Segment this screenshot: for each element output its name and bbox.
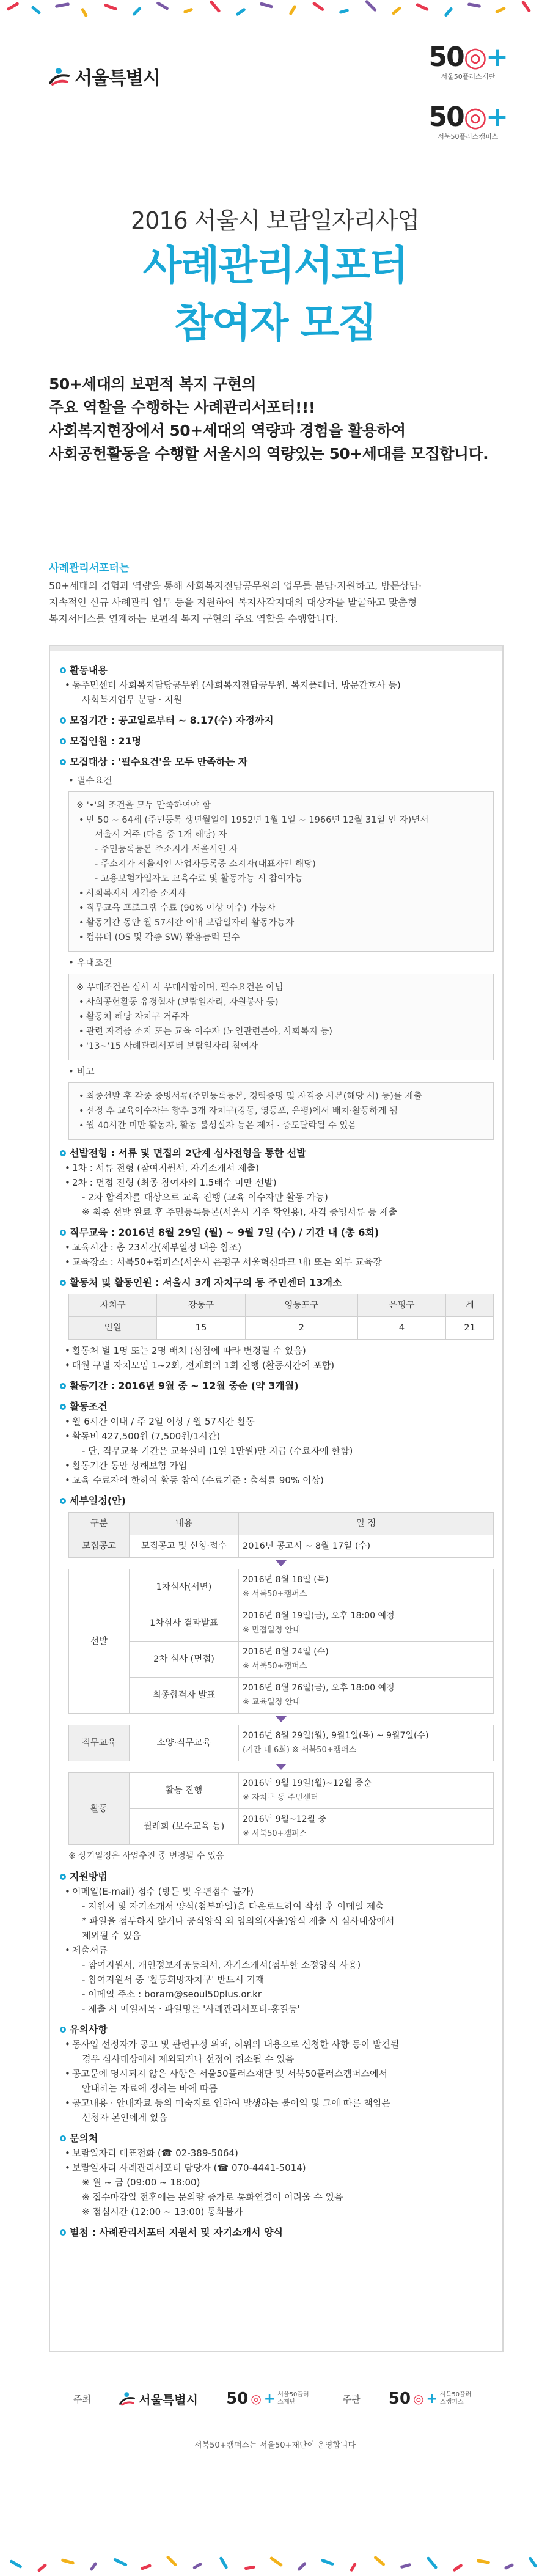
bullet-circle-icon [60,2229,66,2236]
table-row [69,1605,494,1642]
logo50-number: 50 [428,42,464,73]
apply-heading: 지원방법 [60,1870,494,1884]
table-row [69,1535,494,1558]
list-item-cont: ※ 점심시간 (12:00 ~ 13:00) 통화불가 [82,2206,243,2217]
conditions-heading: 활동조건 [60,1400,494,1414]
table-cell: 4 [358,1317,446,1340]
table-cell: 15 [157,1317,245,1340]
bullet-circle-icon [60,2135,66,2141]
title-year-line: 2016 서울시 보람일자리사업 [131,207,419,234]
table-cell: 2016년 9월 19일(월)~12월 중순 ※ 자치구 동 주민센터 [239,1773,494,1809]
activity-heading: 활동내용 [60,663,494,678]
list-item: • 관련 자격증 소지 또는 교육 이수자 (노인관련분야, 사회복지 등) [76,1024,486,1039]
bullet-circle-icon [60,1498,66,1504]
etc-heading: • 비고 [68,1066,95,1077]
list-item: • 보람일자리 대표전화 (☎ 02-389-5064) [60,2146,494,2160]
list-item-cont: * 파일을 첨부하지 않거나 공식양식 외 임의의(자율)양식 제출 시 심사대상에서 [82,1915,395,1926]
seoul-logo-text: 서울특별시 [75,68,160,89]
list-item: • 공고문에 명시되지 않은 사항은 서울50플러스재단 및 서북50플러스캠퍼스에서 [60,2066,494,2081]
table-header: 구분 [69,1513,130,1535]
bullet-circle-icon [60,1150,66,1156]
table-cell: 2016년 9월~12월 중 ※ 서북50+캠퍼스 [239,1809,494,1845]
table-row [69,1725,494,1761]
logo50-o-icon: ◎ [463,42,486,73]
footer [0,2371,550,2493]
list-item: • 이메일(E-mail) 접수 (방문 및 우편접수 불가) [60,1884,494,1899]
list-item: • 컴퓨터 (OS 및 각종 SW) 활용능력 필수 [76,930,486,945]
list-item-cont: 서울시 거주 (다음 중 1개 해당) 자 [95,830,227,840]
list-item-cont: 제외될 수 있음 [82,1930,141,1941]
training-heading: 직무교육 : 2016년 8월 29일 (월) ~ 9월 7일 (수) / 기간 내 (총 6회) [60,1225,494,1240]
table-row-label: 인원 [69,1317,157,1340]
bullet-circle-icon [60,717,66,724]
recruit-period: 모집기간 : 공고일로부터 ~ 8.17(수) 자정까지 [60,713,494,728]
list-item: • 사회복지사 자격증 소지자 [76,886,486,901]
list-item: • 활동기간 동안 월 57시간 이내 보람일자리 활동가능자 [76,916,486,930]
host-label: 주최 [73,2393,91,2405]
required-heading: • 필수요건 [68,775,112,786]
table-header: 계 [446,1294,494,1317]
table-cell: 소양·직무교육 [130,1725,239,1761]
bullet-circle-icon [60,1230,66,1236]
list-item-cont: - 지원서 및 자기소개서 양식(첨부파일)을 다운로드하여 작성 후 이메일 제출 [82,1901,384,1912]
list-item: • 월 40시간 미만 활동자, 활동 불성실자 등은 제재 · 중도탈락될 수 있음 [76,1118,486,1133]
arrow-down-icon [276,1560,287,1566]
target-heading: 모집대상 : '필수요건'을 모두 만족하는 자 [60,755,494,769]
list-item-cont: - 2차 합격자를 대상으로 교육 진행 (교육 이수자만 활동 가능) [82,1192,328,1203]
intro-text [49,373,513,466]
intro-line: 사회복지현장에서 50+세대의 역량과 경험을 활용하여 [49,422,406,439]
preferred-note: ※ 우대조건은 심사 시 우대사항이며, 필수요건은 아님 [76,983,284,993]
placement-table [68,1294,494,1340]
list-item-cont: 안내하는 자료에 정하는 바에 따름 [82,2083,218,2094]
list-item: • 공고내용 · 안내자료 등의 미숙지로 인하여 발생하는 불이익 및 그에 따른 책임은 [60,2096,494,2110]
logo50-plus: + [486,101,507,133]
intro-line: 50+세대의 보편적 복지 구현의 [49,375,256,393]
activity-period: 활동기간 : 2016년 9월 중 ~ 12월 중순 (약 3개월) [60,1379,494,1393]
organizer-label: 주관 [342,2393,361,2405]
list-item: • 교육시간 : 총 23시간(세부일정 내용 참조) [60,1240,494,1255]
list-item-cont: - 주민등록등본 주소지가 서울시인 자 [95,845,238,854]
recruit-count: 모집인원 : 21명 [60,734,494,749]
placement-table-wrap [68,1294,494,1340]
list-item: • 교육 수료자에 한하여 활동 참여 (수료기준 : 출석률 90% 이상) [60,1473,494,1488]
table-cell: 활동 진행 [130,1773,239,1809]
title-main-line1: 사례관리서포터 [142,242,408,289]
table-cell: 1차심사(서면) [130,1569,239,1605]
table-header: 일 정 [239,1513,494,1535]
list-item: • 만 50 ~ 64세 (주민등록 생년월일이 1952년 1월 1일 ~ 1966년 12월 31일 인 자)면서 [76,813,486,827]
caution-heading: 유의사항 [60,2022,494,2037]
list-item-cont: 신청자 본인에게 있음 [82,2112,167,2123]
placement-heading: 활동처 및 활동인원 : 서울시 3개 자치구의 동 주민센터 13개소 [60,1275,494,1290]
bullet-circle-icon [60,738,66,744]
list-item: • 활동처 별 1명 또는 2명 배치 (심참에 따라 변경될 수 있음) [60,1343,494,1358]
table-cell: 2016년 8월 29일(월), 9월1일(목) ~ 9월7일(수) (기간 내 6회) ※ 서북50+캠퍼스 [239,1725,494,1761]
table-cell: 2016년 8월 19일(금), 오후 18:00 예정 ※ 면접일정 안내 [239,1605,494,1642]
table-cell: 선발 [69,1569,130,1714]
list-item: • 매월 구별 자치모임 1~2회, 전체회의 1회 진행 (활동시간에 포함) [60,1358,494,1373]
bullet-circle-icon [60,667,66,673]
list-item: • 월 6시간 이내 / 주 2일 이상 / 월 57시간 활동 [60,1414,494,1429]
preferred-box [68,974,494,1060]
section-body-line: 복지서비스를 연계하는 보편적 복지 구현의 주요 역할을 수행합니다. [49,613,339,625]
footer-foundation-logo: 50 ◎ + 서울50플러스재단 [226,2390,309,2408]
list-item-cont: - 참여지원서, 개인정보제공동의서, 자기소개서(첨부한 소정양식 사용) [82,1959,361,1970]
list-item: • 동사업 선정자가 공고 및 관련규정 위배, 허위의 내용으로 신청한 사항 등이 발견될 [60,2037,494,2052]
table-cell: 최종합격자 발표 [130,1678,239,1714]
logo50-number: 50 [428,101,464,133]
table-cell: 활동 [69,1773,130,1845]
table-row [69,1773,494,1809]
list-item: • 제출서류 [60,1943,494,1958]
footer-note: 서북50+캠퍼스는 서울50+재단이 운영합니다 [194,2441,356,2450]
arrow-down-icon [276,1716,287,1722]
logo50-campus-caption: 서북50플러스캠퍼스 [438,133,499,141]
bullet-circle-icon [60,1383,66,1389]
intro-line: 주요 역할을 수행하는 사례관리서포터!!! [49,398,315,416]
list-item-cont: 사회복지업무 분담 · 지원 [82,694,182,705]
logo50-caption: 서울50플러스재단 [441,73,495,81]
table-row [69,1809,494,1845]
seoul-logo-icon [49,67,70,86]
list-item: • 교육장소 : 서북50+캠퍼스(서울시 은평구 서울혁신파크 내) 또는 외부 교육장 [60,1255,494,1269]
list-item-cont: - 제출 시 메일제목 · 파일명은 '사례관리서포터-홍길동' [82,2003,300,2014]
list-item: • 활동비 427,500원 (7,500원/1시간) [60,1429,494,1444]
title-main-line2: 참여자 모집 [174,299,376,347]
table-cell: 2016년 8월 24일 (수) ※ 서북50+캠퍼스 [239,1642,494,1678]
title-block [0,202,550,350]
table-cell: 직무교육 [69,1725,130,1761]
list-item-cont: ※ 최종 선발 완료 후 주민등록등본(서울시 거주 확인용), 자격 증빙서류 등 제출 [82,1206,398,1217]
contact-heading: 문의처 [60,2131,494,2146]
list-item-cont: - 참여지원서 중 '활동희망자치구' 반드시 기재 [82,1974,265,1985]
info-content [60,657,494,2240]
list-item-cont: 경우 심사대상에서 제외되거나 선정이 취소될 수 있음 [82,2053,295,2064]
footer-seoul-logo: 서울특별시 [119,2390,198,2408]
table-cell: 2차 심사 (면접) [130,1642,239,1678]
logo-seoul50plus-foundation [428,42,507,81]
list-item-cont: ※ 월 ~ 금 (09:00 ~ 18:00) [82,2177,200,2188]
table-cell: 월례회 (보수교육 등) [130,1809,239,1845]
section-body-line: 50+세대의 경험과 역량을 통해 사회복지전담공무원의 업무를 분담·지원하고, 방문상담· [49,580,422,592]
logo50-plus: + [486,42,507,73]
table-header: 은평구 [358,1294,446,1317]
list-item-cont: ※ 접수마감일 전후에는 문의량 증가로 통화연결이 어려울 수 있음 [82,2192,343,2203]
attachment-note: 별첨 : 사례관리서포터 지원서 및 자기소개서 양식 [60,2225,494,2240]
logo50-o-icon: ◎ [251,2391,262,2406]
list-item: • 1차 : 서류 전형 (참여지원서, 자기소개서 제출) [60,1161,494,1175]
header [0,29,550,176]
confetti-border-top [0,0,550,21]
list-item: • 보람일자리 사례관리서포터 담당자 (☎ 070-4441-5014) [60,2160,494,2175]
seoul-logo-icon [119,2391,135,2406]
bullet-circle-icon [60,1874,66,1880]
schedule-table-wrap [68,1512,494,1845]
table-row [69,1642,494,1678]
table-cell: 2 [245,1317,358,1340]
bullet-circle-icon [60,1280,66,1286]
section-body [49,578,507,627]
table-cell: 2016년 8월 26일(금), 오후 18:00 예정 ※ 교육일정 안내 [239,1678,494,1714]
schedule-heading: 세부일정(안) [60,1494,494,1508]
table-cell: 2016년 8월 18일 (목) ※ 서북50+캠퍼스 [239,1569,494,1605]
list-item: • 직무교육 프로그램 수료 (90% 이상 이수) 가능자 [76,901,486,916]
list-item-cont: - 고용보험가입자도 교육수료 및 활동가능 시 참여가능 [95,874,304,884]
bullet-circle-icon [60,759,66,765]
bullet-circle-icon [60,2027,66,2033]
section-body-line: 지속적인 신규 사례관리 업무 등을 지원하여 복지사각지대의 대상자를 발굴하고 맞춤형 [49,596,417,608]
table-cell: 모집공고 [69,1535,130,1558]
list-item: • 사회공헌활동 유경험자 (보람일자리, 자원봉사 등) [76,995,486,1010]
table-cell: 21 [446,1317,494,1340]
footer-logos [73,2390,477,2408]
bullet-circle-icon [60,1404,66,1410]
table-row [69,1569,494,1605]
preferred-heading: • 우대조건 [68,957,112,968]
logo-seobuk50plus-campus [428,101,507,141]
table-header: 영등포구 [245,1294,358,1317]
confetti-border-bottom [0,2555,550,2576]
required-box [68,791,494,952]
table-header: 내용 [130,1513,239,1535]
table-cell: 2016년 공고시 ~ 8월 17일 (수) [239,1535,494,1558]
table-cell: 모집공고 및 신청·접수 [130,1535,239,1558]
logo50-o-icon: ◎ [463,101,486,133]
list-item-cont: - 단, 직무교육 기간은 교육실비 (1일 1만원)만 지급 (수료자에 한함) [82,1445,353,1456]
list-item: • 활동기간 동안 상해보험 가입 [60,1458,494,1473]
etc-box [68,1082,494,1140]
list-item: • '13~'15 사례관리서포터 보람일자리 참여자 [76,1039,486,1054]
schedule-footnote: ※ 상기일정은 사업추진 중 변경될 수 있음 [68,1851,224,1861]
intro-line: 사회공헌활동을 수행할 서울시의 역량있는 50+세대를 모집합니다. [49,445,489,463]
list-item: • 최종선발 후 각종 증빙서류(주민등록등본, 경력증명 및 자격증 사본(해당 시) 등)를 제출 [76,1089,486,1104]
table-row [69,1678,494,1714]
footer-campus-logo: 50 ◎ + 서북50플러스캠퍼스 [388,2390,472,2408]
table-cell: 1차심사 결과발표 [130,1605,239,1642]
seoul-logo [49,63,160,90]
list-item: • 활동처 해당 자치구 거주자 [76,1010,486,1024]
email-address[interactable]: - 이메일 주소 : boram@seoul50plus.or.kr [82,1989,262,2000]
table-header: 자치구 [69,1294,157,1317]
list-item: • 2차 : 면접 전형 (최종 참여자의 1.5배수 미만 선발) [60,1175,494,1190]
required-note: ※ '•'의 조건을 모두 만족하여야 함 [76,801,211,810]
section-heading: 사례관리서포터는 [49,562,130,574]
list-item: • 선정 후 교육이수자는 향후 3개 자치구(강동, 영등포, 은평)에서 배치·활동하게 됨 [76,1104,486,1118]
list-item: • 동주민센터 사회복지담당공무원 (사회복지전담공무원, 복지플래너, 방문간호사 등) [60,678,494,692]
schedule-table [68,1512,494,1845]
arrow-down-icon [276,1764,287,1770]
table-header: 강동구 [157,1294,245,1317]
list-item-cont: - 주소지가 서울시인 사업자등록증 소지자(대표자만 해당) [95,859,316,869]
logo50-o-icon: ◎ [413,2391,424,2406]
selection-heading: 선발전형 : 서류 및 면접의 2단계 심사전형을 통한 선발 [60,1146,494,1161]
